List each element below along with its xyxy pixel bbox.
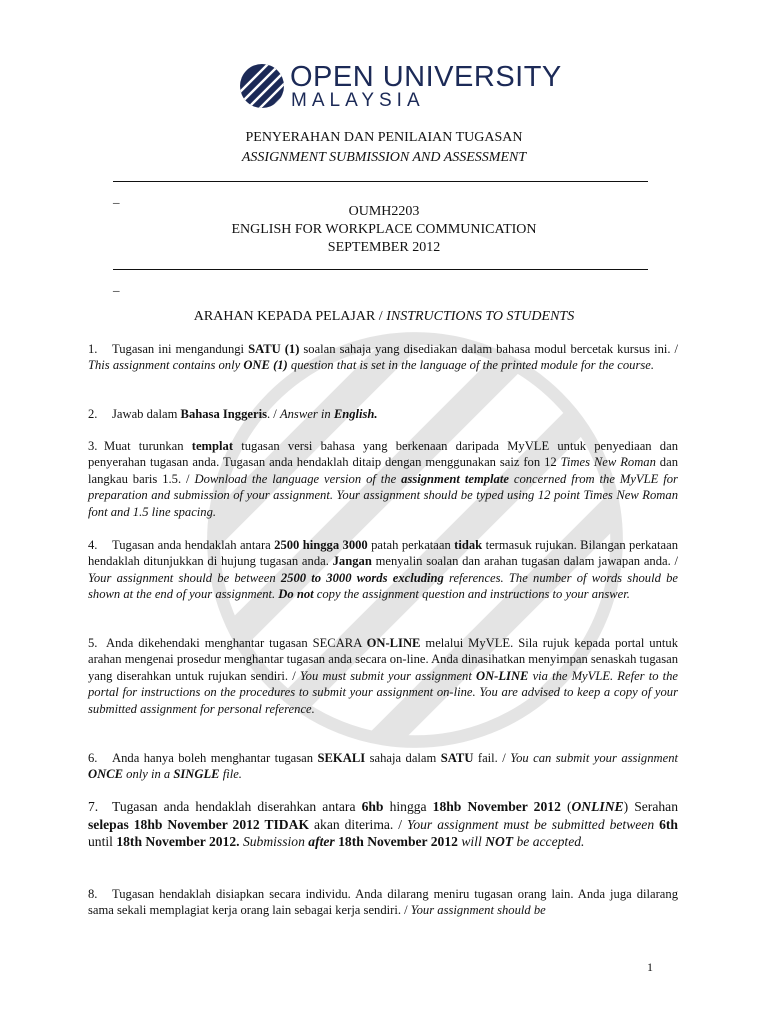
logo-text-line2: MALAYSIA [291, 90, 425, 111]
item-number: 6. [88, 751, 98, 765]
heading-title-en [100, 148, 668, 167]
course-semester: SEPTEMBER 2012 [327, 240, 441, 255]
instructions-title-en: INSTRUCTIONS TO STUDENTS [386, 309, 575, 324]
item-number: 3. [88, 439, 98, 453]
instruction-item-2: 2. Jawab dalam Bahasa Inggeris. / Answer in English. [88, 407, 378, 421]
instruction-item-3: 3. Muat turunkan templat tugasan versi bahasa yang berkenaan daripada MyVLE untuk penyediaan dan penyerahan tugasan anda. Tugasan anda hendaklah ditaip dengan menggunakan saiz fon 12 Times New Roman dan langkau baris 1.5. / Download the language version of the assignment template concerned from the MyVLE for preparation and submission of your assignment. Your assignment should be typed using 12 point Times New Roman font and 1.5 line spacing. [88, 439, 678, 519]
item-number: 8. [88, 887, 98, 901]
heading-title-en-text: ASSIGNMENT SUBMISSION AND ASSESSMENT [241, 150, 527, 165]
heading-title-ms: PENYERAHAN DAN PENILAIAN TUGASAN [245, 130, 523, 145]
instruction-item-7: 7. Tugasan anda hendaklah diserahkan antara 6hb hingga 18hb November 2012 (ONLINE) Serahan selepas 18hb November 2012 TIDAK akan diterima. / Your assignment must be submitted between 6th until 18th November 2012. Submission after 18th November 2012 will NOT be accepted. [88, 799, 678, 849]
instruction-item-6: 6. Anda hanya boleh menghantar tugasan SEKALI sahaja dalam SATU fail. / You can submit your assignment ONCE only in a SINGLE file. [88, 751, 679, 782]
oum-logo [238, 61, 562, 114]
instruction-item-4: 4. Tugasan anda hendaklah antara 2500 hingga 3000 patah perkataan tidak termasuk rujukan. Bilangan perkataan hendaklah ditunjukkan di hujung tugasan anda. Jangan menyalin soalan dan arahan tugasan dalam jawapan anda. / Your assignment should be between 2500 to 3000 words excluding references. The number of words should be shown at the end of your assignment. Do not copy the assignment question and instructions to your answer. [88, 538, 679, 602]
logo-text-line1: OPEN UNIVERSITY [290, 61, 562, 93]
instruction-item-5: 5. Anda dikehendaki menghantar tugasan SECARA ON-LINE melalui MyVLE. Sila rujuk kepada portal untuk arahan mengenai prosedur menghantar tugasan anda secara on-line. Anda dinasihatkan menyimpan senaskah tugasan yang diserahkan untuk rujukan sendiri. / You must submit your assignment ON-LINE via the MyVLE. Refer to the portal for instructions on the procedures to submit your assignment on-line. You are advised to keep a copy of your submitted assignment for personal reference. [88, 636, 678, 716]
instruction-item-8: 8. Tugasan hendaklah disiapkan secara individu. Anda dilarang meniru tugasan orang lain. Anda juga dilarang sama sekali memplagiat kerja orang lain sebagai kerja sendiri. / Your assignment should be [88, 887, 678, 918]
item-number: 2. [88, 407, 98, 421]
divider-dash-middle: _ [113, 278, 120, 293]
instructions-title-ms: ARAHAN KEPADA PELAJAR / [193, 309, 387, 324]
item-number: 7. [88, 799, 99, 814]
instructions-title [100, 307, 668, 326]
instruction-item-1: 1. Tugasan ini mengandungi SATU (1) soalan sahaja yang disediakan dalam bahasa modul bercetak kursus ini. / This assignment contains only ONE (1) question that is set in the language of the printed module for the course. [88, 342, 679, 373]
divider-dash-top: _ [113, 190, 120, 205]
item-number: 4. [88, 538, 98, 552]
logo-emblem-icon [238, 62, 286, 110]
page-number: 1 [647, 960, 653, 974]
divider-top [113, 181, 648, 182]
item-number: 1. [88, 342, 98, 356]
divider-middle [113, 269, 648, 270]
course-name: ENGLISH FOR WORKPLACE COMMUNICATION [231, 222, 537, 237]
item-number: 5. [88, 636, 98, 650]
course-code: OUMH2203 [348, 204, 420, 219]
